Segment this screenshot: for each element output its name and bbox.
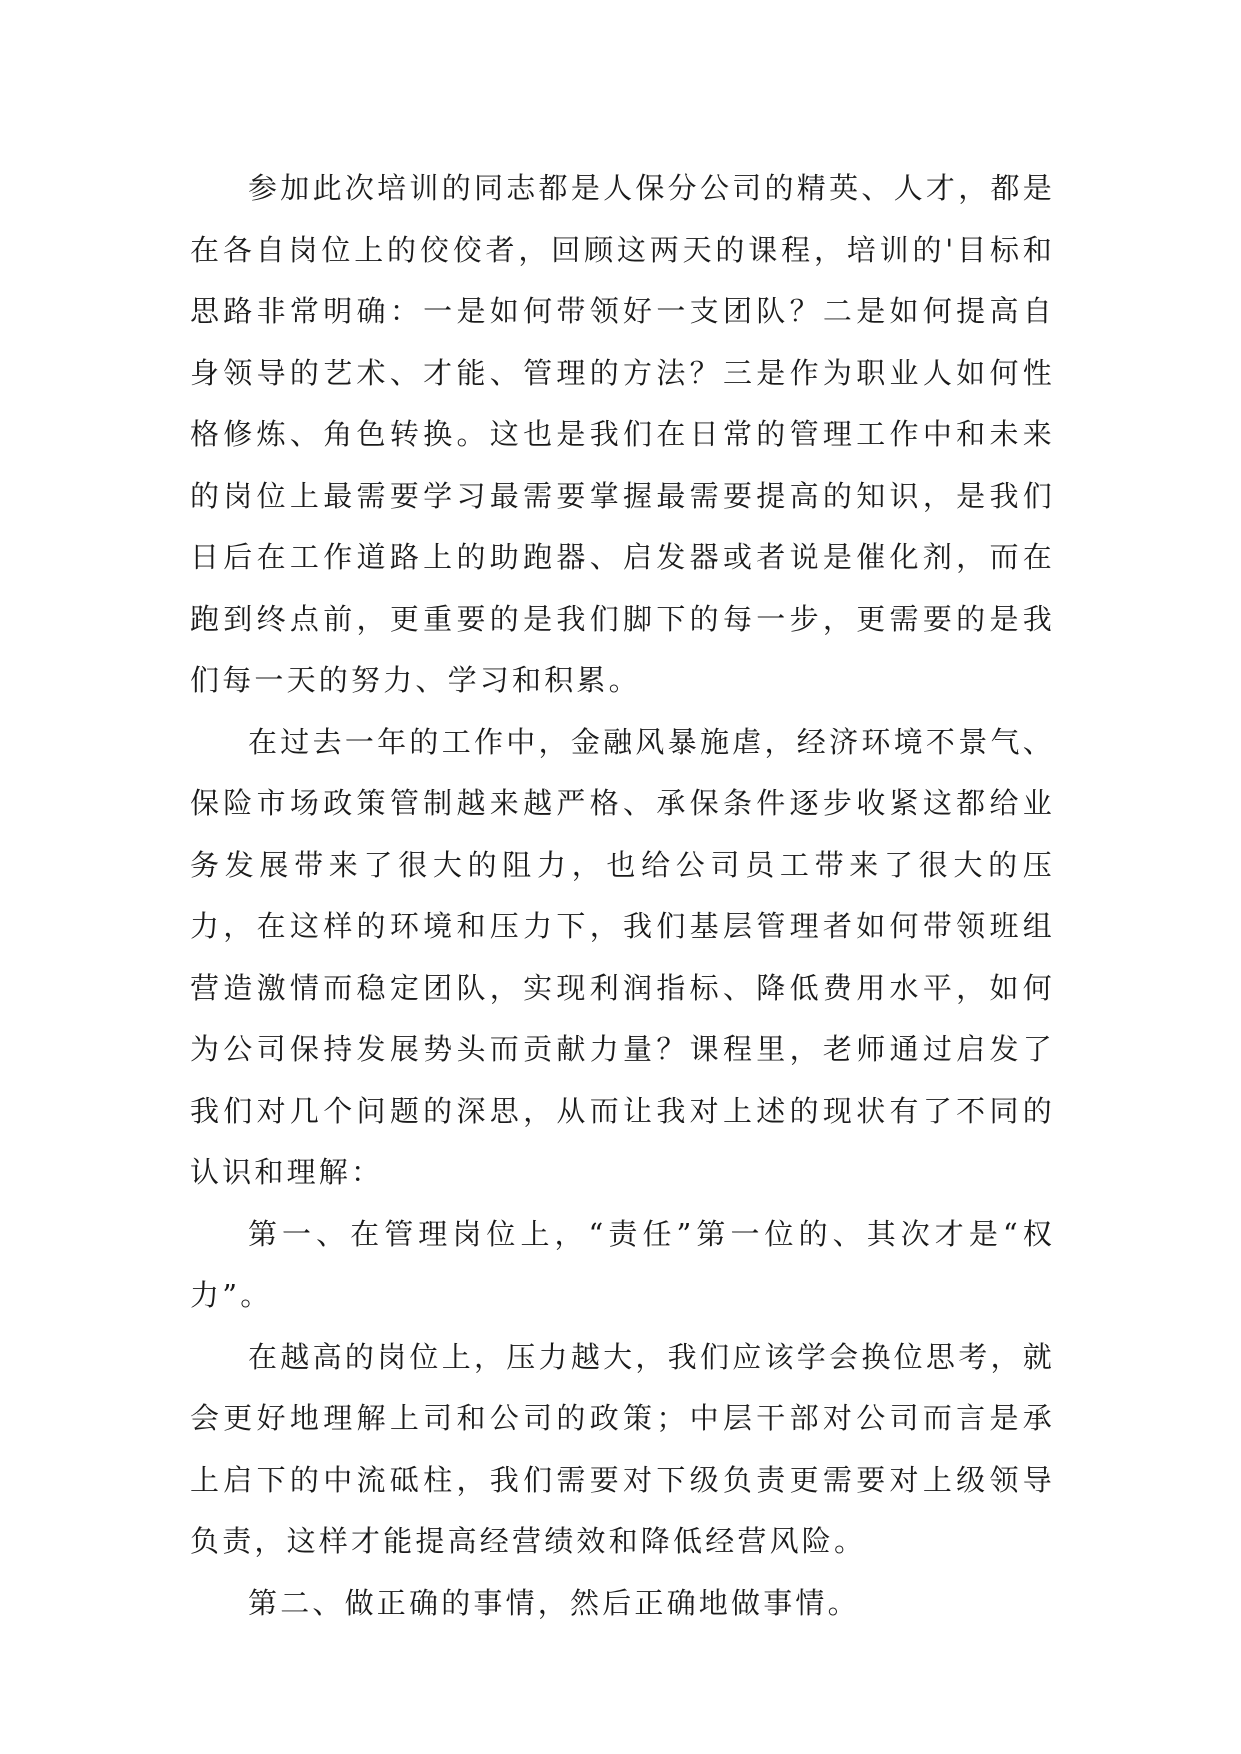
paragraph-past-year-work: 在过去一年的工作中，金融风暴施虐，经济环境不景气、保险市场政策管制越来越严格、承保条件逐步收紧这都给业务发展带来了很大的阻力，也给公司员工带来了很大的压力，在这样的环境和压力下，我们基层管理者如何带领班组营造激情而稳定团队，实现利润指标、降低费用水平，如何为公司保持发展势头而贡献力量？课程里，老师通过启发了我们对几个问题的深思，从而让我对上述的现状有了不同的认识和理解：	[190, 724, 1055, 1189]
paragraph-point-two-heading: 第二、做正确的事情，然后正确地做事情。	[248, 1585, 860, 1620]
document-body	[190, 158, 1055, 1634]
paragraph-training-overview: 参加此次培训的同志都是人保分公司的精英、人才，都是在各自岗位上的佼佼者，回顾这两天的课程，培训的'目标和思路非常明确：一是如何带领好一支团队？二是如何提高自身领导的艺术、才能、管理的方法？三是作为职业人如何性格修炼、角色转换。这也是我们在日常的管理工作中和未来的岗位上最需要学习最需要掌握最需要提高的知识，是我们日后在工作道路上的助跑器、启发器或者说是催化剂，而在跑到终点前，更重要的是我们脚下的每一步，更需要的是我们每一天的努力、学习和积累。	[190, 171, 1055, 697]
paragraph-point-one-detail: 在越高的岗位上，压力越大，我们应该学会换位思考，就会更好地理解上司和公司的政策；中层干部对公司而言是承上启下的中流砥柱，我们需要对下级负责更需要对上级领导负责，这样才能提高经营绩效和降低经营风险。	[190, 1339, 1055, 1558]
paragraph-point-one-heading: 第一、在管理岗位上，“责任”第一位的、其次才是“权力”。	[190, 1216, 1055, 1312]
